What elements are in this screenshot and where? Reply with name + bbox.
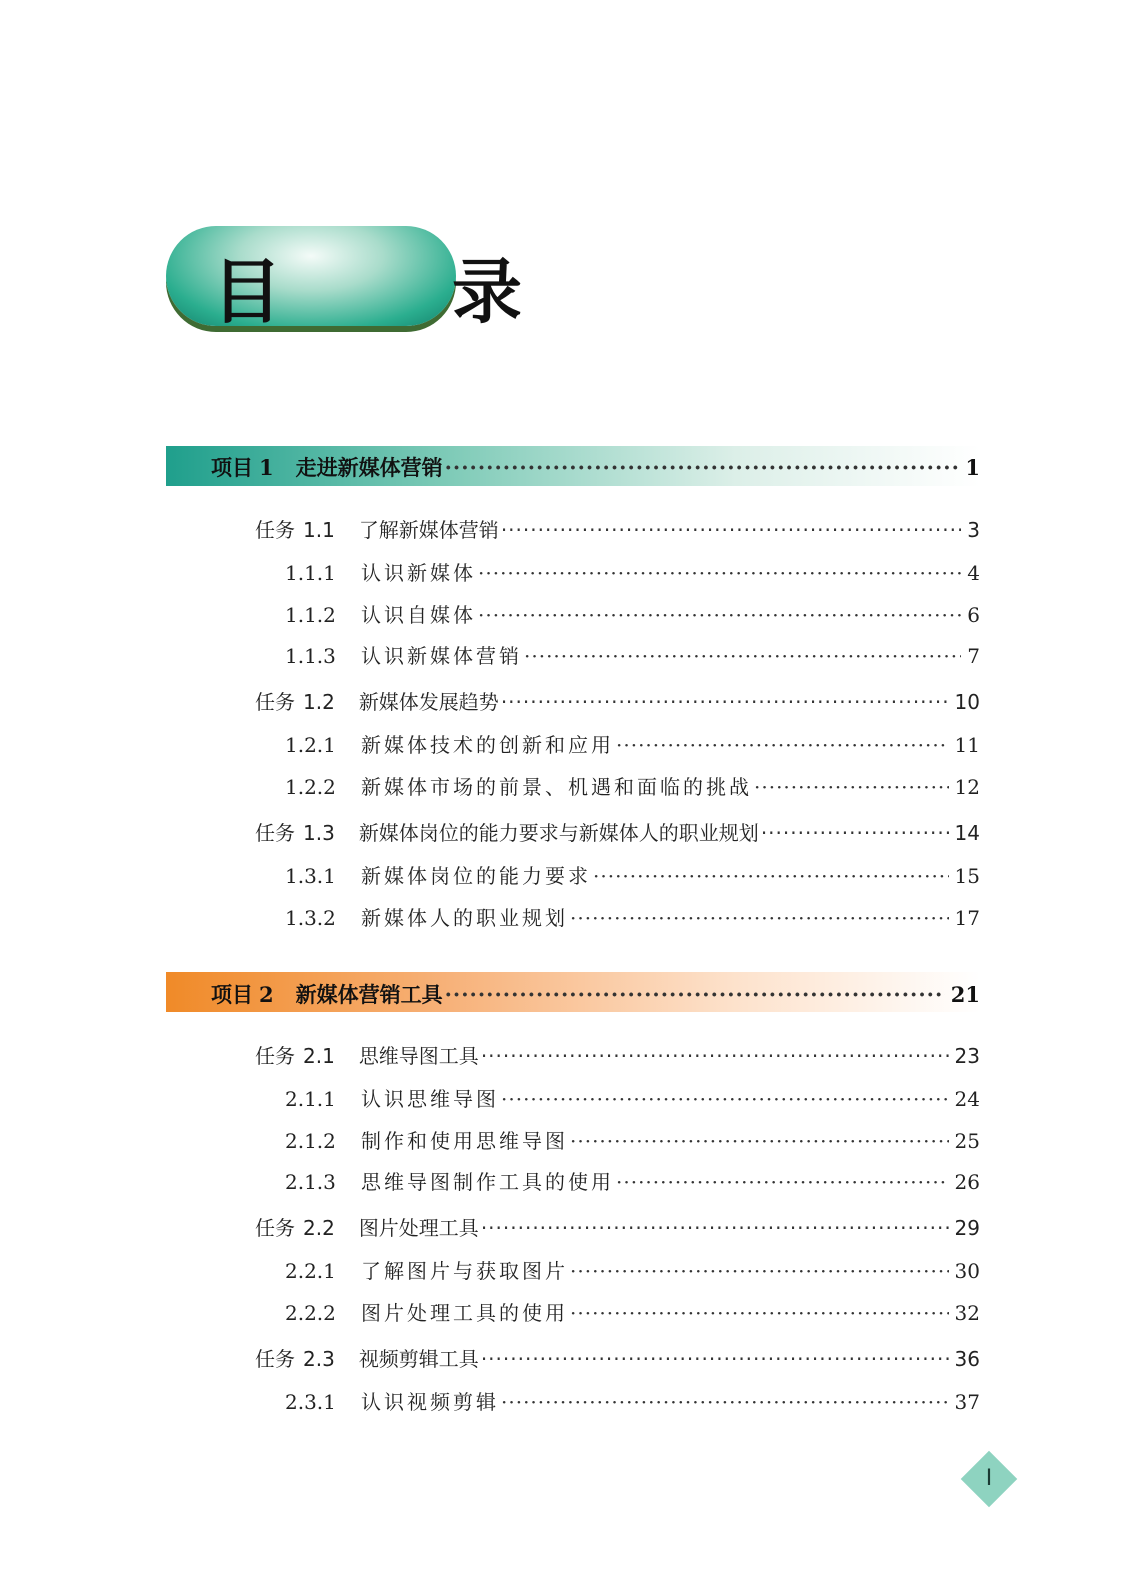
leader-dots	[481, 1216, 949, 1240]
page-number: 15	[954, 864, 980, 888]
task-label: 任务	[255, 1347, 295, 1371]
section-2-1-1-entry[interactable]	[285, 1083, 980, 1112]
task-code: 2.3	[303, 1347, 335, 1371]
task-2-2-entry[interactable]	[255, 1212, 980, 1241]
section-1-1-3-entry[interactable]	[285, 640, 980, 669]
section-2-1-3-entry[interactable]	[285, 1166, 980, 1195]
section-2-3-1-entry[interactable]	[285, 1386, 980, 1415]
section-name: 认识视频剪辑	[361, 1390, 499, 1414]
leader-dots	[616, 733, 949, 757]
task-name: 新媒体发展趋势	[358, 690, 499, 714]
page-number: 24	[954, 1087, 980, 1111]
section-2-2-2-entry[interactable]	[285, 1297, 980, 1326]
leader-dots	[481, 1347, 949, 1371]
page-number: 3	[967, 518, 980, 542]
task-2-1-entry[interactable]	[255, 1040, 980, 1069]
project-label: 项目	[211, 982, 253, 1007]
leader-dots	[570, 906, 949, 930]
leader-dots	[501, 1390, 949, 1414]
leader-dots	[445, 982, 945, 1007]
page-number: 36	[954, 1347, 980, 1371]
section-name: 思维导图制作工具的使用	[361, 1170, 614, 1194]
page-number: 12	[954, 775, 980, 799]
section-1-2-2-entry[interactable]	[285, 771, 980, 800]
project-label: 项目	[211, 455, 253, 480]
page-number: 11	[954, 733, 980, 757]
project-name: 新媒体营销工具	[295, 982, 443, 1007]
task-name: 图片处理工具	[358, 1216, 479, 1240]
page-number: 10	[954, 690, 980, 714]
page-number: 7	[967, 644, 980, 668]
page-number: 32	[954, 1301, 980, 1325]
page-number: 25	[954, 1129, 980, 1153]
section-code: 2.3.1	[285, 1390, 336, 1414]
leader-dots	[478, 603, 961, 627]
leader-dots	[501, 518, 961, 542]
task-code: 1.1	[303, 518, 335, 542]
section-code: 1.1.2	[285, 603, 336, 627]
section-code: 2.2.1	[285, 1259, 336, 1283]
page-number: 14	[954, 821, 980, 845]
leader-dots	[754, 775, 949, 799]
section-2-1-2-entry[interactable]	[285, 1125, 980, 1154]
leader-dots	[445, 455, 960, 480]
project-number: 2	[259, 982, 274, 1007]
page-number-label: I	[985, 1466, 993, 1491]
section-code: 2.1.3	[285, 1170, 336, 1194]
leader-dots	[501, 1087, 949, 1111]
section-name: 新媒体岗位的能力要求	[361, 864, 591, 888]
section-code: 2.2.2	[285, 1301, 336, 1325]
page-number: 30	[954, 1259, 980, 1283]
section-name: 制作和使用思维导图	[361, 1129, 568, 1153]
task-code: 1.3	[303, 821, 335, 845]
leader-dots	[593, 864, 949, 888]
task-code: 2.1	[303, 1044, 335, 1068]
task-1-3-entry[interactable]	[255, 817, 980, 846]
project-1-entry[interactable]	[211, 452, 980, 482]
section-code: 2.1.2	[285, 1129, 336, 1153]
task-label: 任务	[255, 518, 295, 542]
section-code: 1.3.2	[285, 906, 336, 930]
section-name: 了解图片与获取图片	[361, 1259, 568, 1283]
section-name: 认识新媒体	[361, 561, 476, 585]
task-label: 任务	[255, 690, 295, 714]
leader-dots	[761, 821, 949, 845]
leader-dots	[570, 1301, 949, 1325]
toc-title: 目 录	[212, 250, 572, 333]
project-2-entry[interactable]	[211, 979, 980, 1009]
project-name: 走进新媒体营销	[295, 455, 443, 480]
section-name: 新媒体人的职业规划	[361, 906, 568, 930]
page-number: 4	[967, 561, 980, 585]
project-number: 1	[259, 455, 274, 480]
section-1-2-1-entry[interactable]	[285, 729, 980, 758]
section-1-1-2-entry[interactable]	[285, 599, 980, 628]
section-1-3-1-entry[interactable]	[285, 860, 980, 889]
section-name: 新媒体市场的前景、机遇和面临的挑战	[361, 775, 752, 799]
task-1-2-entry[interactable]	[255, 686, 980, 715]
section-name: 新媒体技术的创新和应用	[361, 733, 614, 757]
section-code: 1.1.3	[285, 644, 336, 668]
leader-dots	[501, 690, 949, 714]
task-code: 1.2	[303, 690, 335, 714]
section-name: 图片处理工具的使用	[361, 1301, 568, 1325]
leader-dots	[570, 1259, 949, 1283]
section-name: 认识自媒体	[361, 603, 476, 627]
page-number: 37	[954, 1390, 980, 1414]
section-code: 1.2.1	[285, 733, 336, 757]
leader-dots	[570, 1129, 949, 1153]
section-code: 1.1.1	[285, 561, 336, 585]
page-number: 17	[954, 906, 980, 930]
task-name: 视频剪辑工具	[358, 1347, 479, 1371]
leader-dots	[616, 1170, 949, 1194]
task-1-1-entry[interactable]	[255, 514, 980, 543]
leader-dots	[478, 561, 961, 585]
page-number: 29	[954, 1216, 980, 1240]
leader-dots	[524, 644, 961, 668]
task-2-3-entry[interactable]	[255, 1343, 980, 1372]
task-label: 任务	[255, 1216, 295, 1240]
section-code: 2.1.1	[285, 1087, 336, 1111]
section-code: 1.3.1	[285, 864, 336, 888]
task-label: 任务	[255, 821, 295, 845]
page-number: 6	[967, 603, 980, 627]
task-name: 新媒体岗位的能力要求与新媒体人的职业规划	[358, 821, 759, 845]
section-1-1-1-entry[interactable]	[285, 557, 980, 586]
leader-dots	[481, 1044, 949, 1068]
task-name: 思维导图工具	[358, 1044, 479, 1068]
page-number: 26	[954, 1170, 980, 1194]
section-code: 1.2.2	[285, 775, 336, 799]
task-label: 任务	[255, 1044, 295, 1068]
page-number: 21	[950, 982, 980, 1007]
section-2-2-1-entry[interactable]	[285, 1255, 980, 1284]
section-name: 认识思维导图	[361, 1087, 499, 1111]
page-number: 23	[954, 1044, 980, 1068]
page-number: 1	[965, 455, 980, 480]
task-code: 2.2	[303, 1216, 335, 1240]
task-name: 了解新媒体营销	[358, 518, 499, 542]
section-1-3-2-entry[interactable]	[285, 902, 980, 931]
section-name: 认识新媒体营销	[361, 644, 522, 668]
